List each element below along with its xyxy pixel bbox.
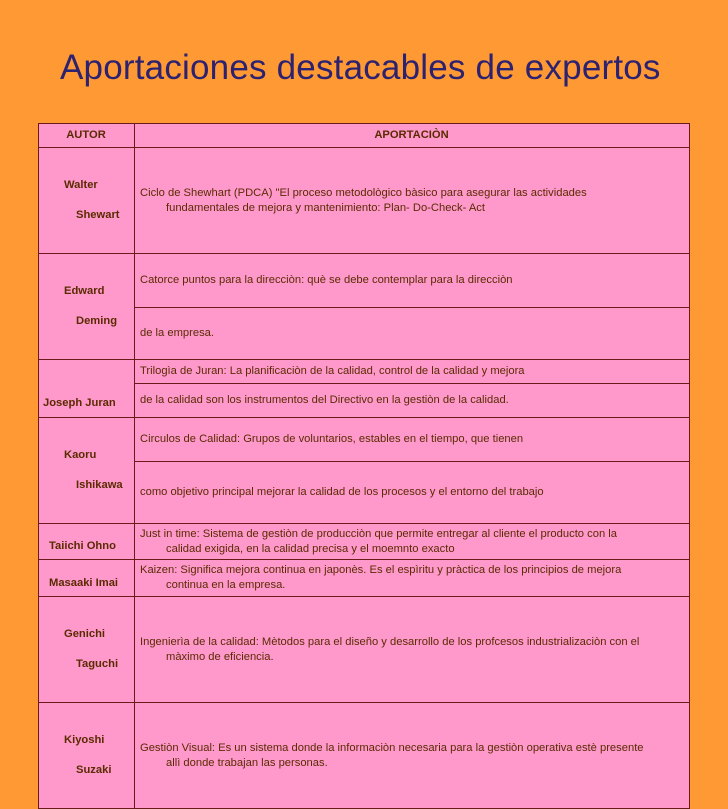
table-row <box>39 560 690 597</box>
contribution-cell: como objetivo principal mejorar la calidad de los procesos y el entorno del trabajo <box>135 461 690 523</box>
page-title: Aportaciones destacables de expertos <box>60 48 661 87</box>
author-cell: Taiichi Ohno <box>39 524 135 560</box>
author-column-header: AUTOR <box>39 124 135 148</box>
table-row <box>39 148 690 254</box>
contribution-cell: de la calidad son los instrumentos del Directivo en la gestiòn de la calidad. <box>135 384 690 418</box>
author-name-line1: Walter <box>64 179 98 191</box>
author-cell: Masaaki Imai <box>39 560 135 597</box>
contribution-line2: fundamentales de mejora y mantenimiento: Plan- Do-Check- Act <box>166 201 485 214</box>
table-header-row <box>39 124 690 148</box>
author-cell: Joseph Juran <box>39 360 135 418</box>
contribution-cell <box>135 560 690 597</box>
author-name-line1: Kiyoshi <box>64 734 105 746</box>
contribution-column-header: APORTACIÒN <box>135 124 690 148</box>
author-cell <box>39 703 135 809</box>
author-cell <box>39 148 135 254</box>
contribution-cell <box>135 597 690 703</box>
contribution-cell <box>135 524 690 560</box>
table-row <box>39 418 690 462</box>
author-name-line2: Deming <box>76 315 118 327</box>
contribution-cell: Catorce puntos para la direcciòn: què se debe contemplar para la direcciòn <box>135 254 690 308</box>
contribution-line2: màximo de eficiencia. <box>166 650 274 663</box>
table-row <box>39 254 690 308</box>
contribution-cell: de la empresa. <box>135 308 690 360</box>
table-row <box>39 524 690 560</box>
contribution-line1: Ingenierìa de la calidad: Mètodos para el diseño y desarrollo de los profcesos industrializaciòn con el <box>140 635 640 648</box>
table-row <box>39 461 690 523</box>
table-row <box>39 597 690 703</box>
contribution-line1: Kaizen: Significa mejora continua en japonès. Es el espìritu y pràctica de los principios de mejora <box>140 564 622 576</box>
author-cell <box>39 597 135 703</box>
contribution-line1: Ciclo de Shewhart (PDCA) "El proceso metodològico bàsico para asegurar las actividades <box>140 186 587 199</box>
contribution-line2: calidad exigida, en la calidad precisa y el moemnto exacto <box>166 542 455 555</box>
author-name-line2: Taguchi <box>76 658 119 670</box>
table-row <box>39 360 690 384</box>
contribution-line2: continua en la empresa. <box>166 579 286 591</box>
author-cell <box>39 254 135 360</box>
table-row <box>39 308 690 360</box>
author-name-line1: Genichi <box>64 628 106 640</box>
author-cell <box>39 418 135 524</box>
contribution-cell <box>135 703 690 809</box>
contribution-line1: Gestiòn Visual: Es un sistema donde la informaciòn necesaria para la gestiòn operativa estè presente <box>140 741 644 754</box>
table-row <box>39 703 690 809</box>
author-name-line1: Edward <box>64 285 105 297</box>
experts-table <box>38 123 690 809</box>
author-name-line2: Shewart <box>76 209 120 221</box>
contribution-cell <box>135 148 690 254</box>
author-name-line2: Ishikawa <box>76 479 123 491</box>
author-name-line2: Suzaki <box>76 764 112 776</box>
table-row <box>39 384 690 418</box>
author-name-line1: Kaoru <box>64 449 97 461</box>
contribution-cell: Circulos de Calidad: Grupos de voluntarios, estables en el tiempo, que tienen <box>135 418 690 462</box>
contribution-cell: Trilogìa de Juran: La planificaciòn de la calidad, control de la calidad y mejora <box>135 360 690 384</box>
contribution-line1: Just in time: Sistema de gestiòn de producciòn que permite entregar al cliente el producto con la <box>140 527 617 540</box>
contribution-line2: allì donde trabajan las personas. <box>166 756 328 769</box>
